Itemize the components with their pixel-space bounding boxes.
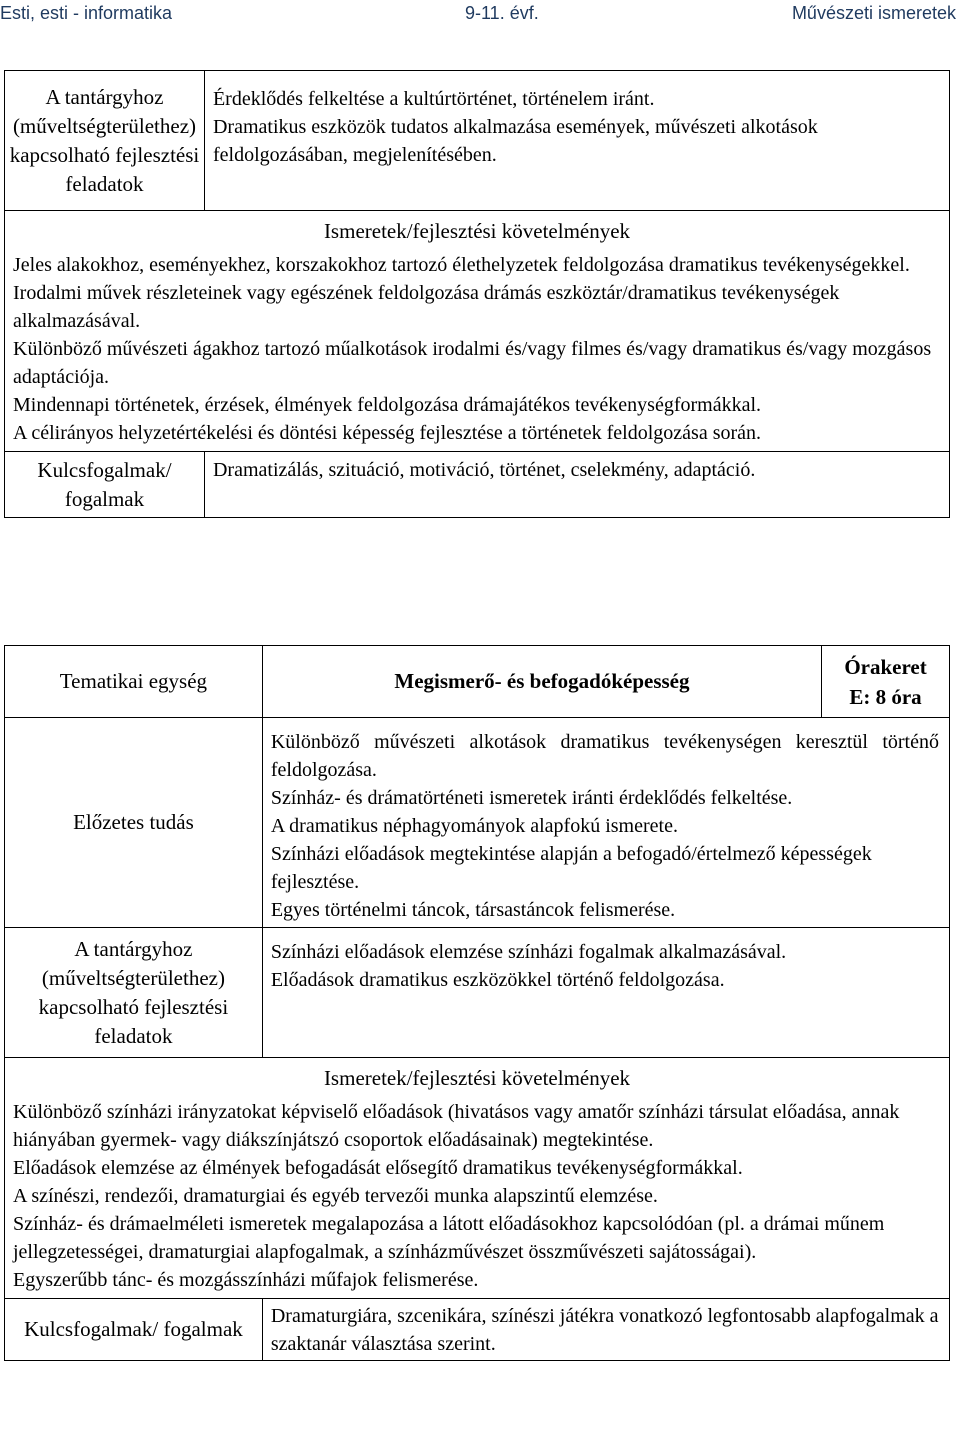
requirement-item: Jeles alakokhoz, eseményekhez, korszakokhoz tartozó élethelyzetek feldolgozása dramatikus tevékenységekkel. (13, 254, 910, 276)
requirement-item: A célirányos helyzetértékelési és döntési képesség fejlesztése a történetek feldolgozása során. (13, 422, 762, 444)
requirement-item: Irodalmi művek részleteinek vagy egészének feldolgozása drámás eszköztár/dramatikus tevékenységek alkalmazásával. (13, 282, 840, 332)
dev-tasks-cell (262, 928, 949, 1058)
requirements-title: Ismeretek/fejlesztési követelmények (323, 219, 631, 243)
prior-item: Színház- és drámatörténeti ismeretek iránti érdeklődés felkeltése. (270, 787, 793, 809)
dev-task-item: Érdeklődés felkeltése a kultúrtörténet, történelem iránt. (212, 88, 655, 110)
prior-item: Egyes történelmi táncok, társastáncok felismerése. (270, 899, 676, 921)
requirement-item: Különböző művészeti ágakhoz tartozó műalkotások irodalmi és/vagy filmes és/vagy dramatikus és/vagy mozgásos adaptációja. (13, 338, 932, 388)
header-subject-text: Művészeti ismeretek (791, 3, 956, 23)
requirement-item: A színészi, rendezői, dramaturgiai és egyéb tervezői munka alapszintű elemzése. (13, 1185, 658, 1207)
unit-label: Tematikai egység (5, 646, 263, 718)
requirements-title: Ismeretek/fejlesztési követelmények (323, 1066, 631, 1090)
unit-title: Megismerő- és befogadóképesség (262, 646, 821, 718)
header-grade-text: 9-11. évf. (465, 3, 539, 23)
prior-knowledge-cell (262, 718, 949, 928)
header-left-text: Esti, esti - informatika (0, 3, 173, 23)
requirement-item: Előadások elemzése az élmények befogadását elősegítő dramatikus tevékenységformákkal. (13, 1157, 743, 1179)
dev-task-item: Színházi előadások elemzése színházi fogalmak alkalmazásával. (270, 941, 787, 963)
hours-value: E: 8 óra (849, 684, 922, 709)
hours-label: Órakeret (844, 654, 927, 679)
requirement-item: Mindennapi történetek, érzések, élmények feldolgozása drámajátékos tevékenységformákkal. (13, 394, 762, 416)
prior-item: A dramatikus néphagyományok alapfokú ismerete. (270, 815, 678, 837)
requirement-item: Színház- és drámaelméleti ismeretek megalapozása a látott előadásokhoz kapcsolódóan (pl. a drámai műnem jellegzetességei, dramaturgiai alapfogalmak, a színházművészet összművészeti sajátosságai). (13, 1213, 885, 1263)
prior-item: Színházi előadások megtekintése alapján a befogadó/értelmező képességek fejlesztése. (270, 843, 872, 893)
dev-tasks-label: A tantárgyhoz (műveltségterülethez) kapcsolható fejlesztési feladatok (5, 71, 205, 211)
key-concepts-label: Kulcsfogalmak/ fogalmak (5, 452, 205, 518)
prior-item: Különböző művészeti alkotások dramatikus tevékenységen keresztül történő feldolgozása. (270, 731, 939, 781)
curriculum-table-1 (4, 70, 950, 518)
key-concepts-text: Dramatizálás, szituáció, motiváció, történet, cselekmény, adaptáció. (204, 452, 949, 518)
dev-task-item: Előadások dramatikus eszközökkel történő feldolgozása. (270, 969, 725, 991)
page-header (0, 0, 960, 30)
requirements-cell (5, 211, 950, 452)
curriculum-table-2 (4, 645, 950, 1361)
requirement-item: Egyszerűbb tánc- és mozgásszínházi műfajok felismerése. (13, 1269, 479, 1291)
dev-tasks-cell (204, 71, 949, 211)
dev-task-item: Dramatikus eszközök tudatos alkalmazása események, művészeti alkotások feldolgozásában, megjelenítésében. (212, 116, 818, 166)
hours-cell (822, 646, 950, 718)
dev-tasks-label: A tantárgyhoz (műveltségterülethez) kapcsolható fejlesztési feladatok (5, 928, 263, 1058)
key-concepts-label: Kulcsfogalmak/ fogalmak (5, 1299, 263, 1361)
prior-knowledge-label: Előzetes tudás (5, 718, 263, 928)
requirement-item: Különböző színházi irányzatokat képviselő előadások (hivatásos vagy amatőr színházi társulat előadása, annak hiányában gyermek- vagy diákszínjátszó csoportok előadásainak) megtekintése. (13, 1101, 900, 1151)
requirements-cell (5, 1058, 950, 1299)
key-concepts-text: Dramaturgiára, szcenikára, színészi játékra vonatkozó legfontosabb alapfogalmak a szaktanár választása szerint. (262, 1299, 949, 1361)
